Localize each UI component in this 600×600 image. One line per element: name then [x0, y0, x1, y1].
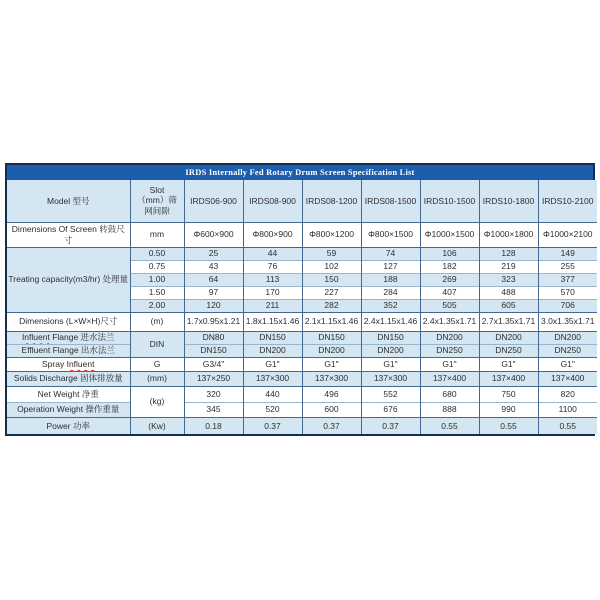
misspelled-word: Influent	[66, 358, 95, 369]
column-header-model-2: IRDS08-1200	[302, 180, 361, 222]
value-cell: 3.0x1.35x1.71	[538, 312, 597, 331]
value-cell: 2.7x1.35x1.71	[479, 312, 538, 331]
value-cell: DN80	[184, 331, 243, 344]
value-cell: G1"	[302, 357, 361, 371]
value-cell: DN200	[538, 331, 597, 344]
value-cell: G1"	[538, 357, 597, 371]
value-cell: 255	[538, 260, 597, 273]
value-cell: 44	[243, 247, 302, 260]
row-label-screen-dimensions: Dimensions Of Screen 转鼓尺寸	[7, 222, 130, 247]
value-cell: 282	[302, 299, 361, 312]
value-cell: DN150	[361, 331, 420, 344]
value-cell: 106	[420, 247, 479, 260]
value-cell: 0.37	[361, 417, 420, 434]
value-cell: DN200	[420, 331, 479, 344]
table-row	[7, 371, 597, 386]
value-cell: 137×300	[302, 371, 361, 386]
value-cell: 137×400	[420, 371, 479, 386]
value-cell: 76	[243, 260, 302, 273]
column-header-model-1: IRDS08-900	[243, 180, 302, 222]
value-cell: G1"	[243, 357, 302, 371]
header-line: 网间隙	[144, 206, 170, 217]
header-row	[7, 180, 597, 222]
row-label-treating-capacity: Treating capacity(m3/hr) 处理量	[7, 247, 130, 312]
value-cell: 520	[243, 402, 302, 417]
value-cell: 505	[420, 299, 479, 312]
row-label-effluent-flange: Effluent Flange 出水法兰	[7, 344, 130, 357]
value-cell: 59	[302, 247, 361, 260]
value-cell: 2.1x1.15x1.46	[302, 312, 361, 331]
unit-cell: 1.50	[130, 286, 184, 299]
value-cell: 570	[538, 286, 597, 299]
value-cell: DN250	[420, 344, 479, 357]
value-cell: DN200	[243, 344, 302, 357]
table-row	[7, 402, 597, 417]
row-label-dimensions-lwh: Dimensions (L×W×H)尺寸	[7, 312, 130, 331]
unit-cell: G	[130, 357, 184, 371]
value-cell: 1.7x0.95x1.21	[184, 312, 243, 331]
table-row	[7, 344, 597, 357]
value-cell: 496	[302, 386, 361, 402]
value-cell: 0.55	[420, 417, 479, 434]
value-cell: 320	[184, 386, 243, 402]
value-cell: 2.4x1.35x1.71	[420, 312, 479, 331]
value-cell: 1.8x1.15x1.46	[243, 312, 302, 331]
column-header-slot	[130, 180, 184, 222]
unit-cell: (kg)	[130, 386, 184, 417]
value-cell: 211	[243, 299, 302, 312]
column-header-model-5: IRDS10-1800	[479, 180, 538, 222]
value-cell: 820	[538, 386, 597, 402]
unit-cell: 2.00	[130, 299, 184, 312]
value-cell: 345	[184, 402, 243, 417]
value-cell: G1"	[420, 357, 479, 371]
table-body	[7, 222, 597, 434]
value-cell: 97	[184, 286, 243, 299]
table-row	[7, 386, 597, 402]
value-cell: 0.55	[479, 417, 538, 434]
unit-cell: 0.50	[130, 247, 184, 260]
value-cell: 113	[243, 273, 302, 286]
value-cell: G1"	[361, 357, 420, 371]
table-row	[7, 312, 597, 331]
header-line: Slot	[149, 184, 165, 195]
value-cell: Φ800×900	[243, 222, 302, 247]
value-cell: 888	[420, 402, 479, 417]
value-cell: 227	[302, 286, 361, 299]
value-cell: DN200	[302, 344, 361, 357]
value-cell: 323	[479, 273, 538, 286]
value-cell: 137×400	[538, 371, 597, 386]
value-cell: 149	[538, 247, 597, 260]
unit-cell: (Kw)	[130, 417, 184, 434]
unit-cell: 0.75	[130, 260, 184, 273]
unit-cell: (mm)	[130, 371, 184, 386]
value-cell: 74	[361, 247, 420, 260]
value-cell: Φ1000×2100	[538, 222, 597, 247]
column-header-model-3: IRDS08-1500	[361, 180, 420, 222]
value-cell: DN150	[184, 344, 243, 357]
value-cell: 43	[184, 260, 243, 273]
table-row	[7, 417, 597, 434]
column-header-model-4: IRDS10-1500	[420, 180, 479, 222]
value-cell: Φ800×1200	[302, 222, 361, 247]
value-cell: 0.55	[538, 417, 597, 434]
row-label-power: Power 功率	[7, 417, 130, 434]
value-cell: 488	[479, 286, 538, 299]
value-cell: 170	[243, 286, 302, 299]
value-cell: DN200	[361, 344, 420, 357]
value-cell: 352	[361, 299, 420, 312]
value-cell: DN150	[243, 331, 302, 344]
table-header	[7, 180, 597, 222]
table-row	[7, 247, 597, 260]
value-cell: G3/4"	[184, 357, 243, 371]
value-cell: 120	[184, 299, 243, 312]
unit-cell: DIN	[130, 331, 184, 357]
table-title: IRDS Internally Fed Rotary Drum Screen Specification List	[7, 165, 593, 180]
value-cell: DN250	[479, 344, 538, 357]
spec-table-grid	[7, 180, 597, 434]
value-cell: 64	[184, 273, 243, 286]
value-cell: 0.18	[184, 417, 243, 434]
value-cell: 137×300	[361, 371, 420, 386]
value-cell: Φ1000×1500	[420, 222, 479, 247]
value-cell: 102	[302, 260, 361, 273]
value-cell: 150	[302, 273, 361, 286]
value-cell: 1100	[538, 402, 597, 417]
value-cell: Φ1000×1800	[479, 222, 538, 247]
row-label-net-weight: Net Weight 净重	[7, 386, 130, 402]
value-cell: 2.4x1.15x1.46	[361, 312, 420, 331]
value-cell: 750	[479, 386, 538, 402]
spec-table	[5, 163, 595, 436]
value-cell: 284	[361, 286, 420, 299]
value-cell: 137×300	[243, 371, 302, 386]
value-cell: Φ800×1500	[361, 222, 420, 247]
column-header-model-6: IRDS10-2100	[538, 180, 597, 222]
misspelled-word: Influent	[21, 332, 50, 343]
column-header-model-0: IRDS06-900	[184, 180, 243, 222]
value-cell: 137×400	[479, 371, 538, 386]
value-cell: Φ600×900	[184, 222, 243, 247]
value-cell: 377	[538, 273, 597, 286]
row-label-spray-influent	[7, 357, 130, 371]
value-cell: DN150	[302, 331, 361, 344]
value-cell: 127	[361, 260, 420, 273]
row-label-operation-weight: Operation Weight 操作重量	[7, 402, 130, 417]
value-cell: DN250	[538, 344, 597, 357]
row-label-solids-discharge: Solids Discharge 固体排放量	[7, 371, 130, 386]
value-cell: 0.37	[302, 417, 361, 434]
value-cell: 219	[479, 260, 538, 273]
label-text: Flange 进水法兰	[49, 332, 115, 343]
table-row	[7, 222, 597, 247]
value-cell: 0.37	[243, 417, 302, 434]
value-cell: 182	[420, 260, 479, 273]
column-header-model: Model 型号	[7, 180, 130, 222]
row-label-influent-flange	[7, 331, 130, 344]
value-cell: 25	[184, 247, 243, 260]
value-cell: 680	[420, 386, 479, 402]
header-line: （mm）筛	[137, 195, 177, 206]
unit-cell: 1.00	[130, 273, 184, 286]
table-row	[7, 331, 597, 344]
value-cell: G1"	[479, 357, 538, 371]
table-row	[7, 357, 597, 371]
value-cell: 605	[479, 299, 538, 312]
value-cell: 676	[361, 402, 420, 417]
value-cell: 600	[302, 402, 361, 417]
value-cell: 188	[361, 273, 420, 286]
value-cell: 440	[243, 386, 302, 402]
unit-cell: mm	[130, 222, 184, 247]
value-cell: 407	[420, 286, 479, 299]
value-cell: 137×250	[184, 371, 243, 386]
value-cell: 552	[361, 386, 420, 402]
value-cell: 269	[420, 273, 479, 286]
value-cell: 128	[479, 247, 538, 260]
unit-cell: (m)	[130, 312, 184, 331]
label-text: Spray	[42, 358, 67, 369]
value-cell: 990	[479, 402, 538, 417]
value-cell: DN200	[479, 331, 538, 344]
value-cell: 706	[538, 299, 597, 312]
